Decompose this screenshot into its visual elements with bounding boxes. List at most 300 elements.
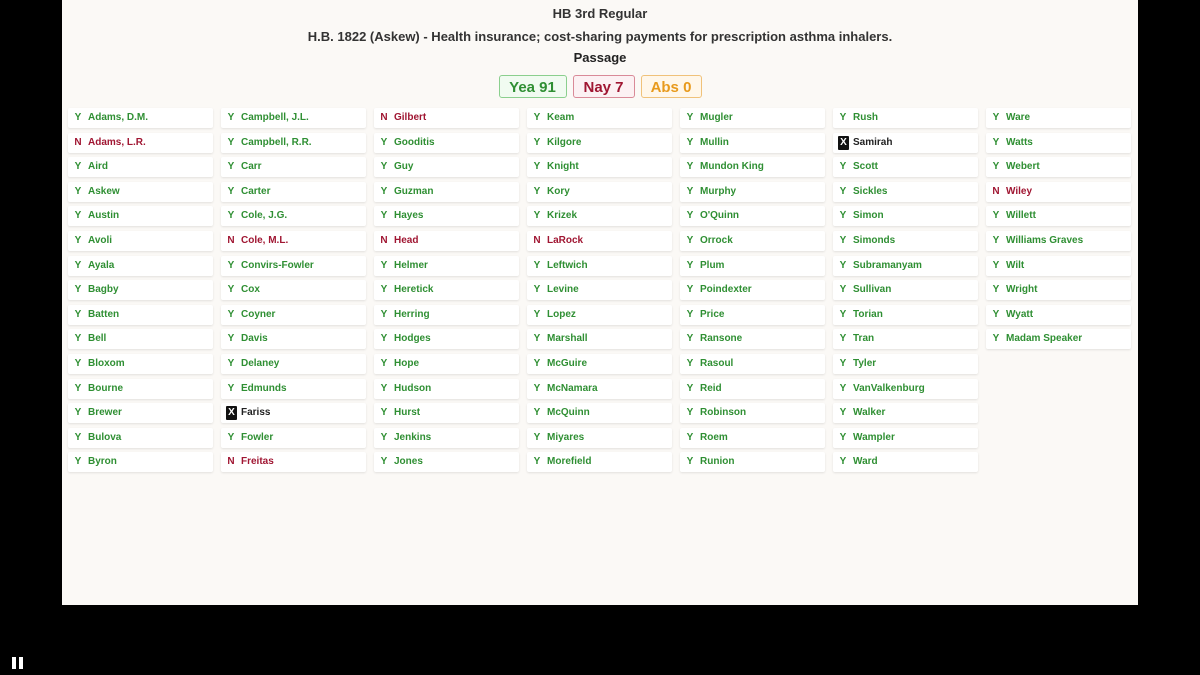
member-vote-row	[68, 329, 213, 349]
vote-mark: Y	[74, 210, 82, 222]
vote-mark: Y	[839, 382, 847, 394]
vote-mark: Y	[839, 431, 847, 443]
member-vote-row	[986, 182, 1131, 202]
member-vote-row	[527, 305, 672, 325]
member-vote-row	[68, 280, 213, 300]
member-vote-row	[833, 280, 978, 300]
member-name: Runion	[700, 456, 735, 468]
member-vote-row	[833, 157, 978, 177]
member-name: Price	[700, 308, 725, 320]
member-vote-row	[221, 354, 366, 374]
member-name: Madam Speaker	[1006, 333, 1083, 345]
vote-mark: Y	[380, 185, 388, 197]
abs-tally: Abs 0	[641, 75, 702, 98]
vote-mark: Y	[380, 407, 388, 419]
member-name: Cole, M.L.	[241, 235, 289, 246]
member-name: Bulova	[88, 431, 122, 443]
member-name: Simonds	[853, 235, 896, 246]
member-vote-row	[986, 329, 1131, 349]
member-vote-row	[680, 428, 825, 448]
member-vote-row	[527, 182, 672, 202]
member-vote-row	[221, 280, 366, 300]
member-name: Batten	[88, 308, 120, 320]
member-vote-row	[527, 206, 672, 226]
member-vote-row	[833, 133, 978, 153]
member-vote-row	[986, 256, 1131, 276]
vote-mark: Y	[380, 382, 388, 394]
member-vote-row	[68, 428, 213, 448]
member-name: O'Quinn	[700, 210, 740, 222]
vote-mark: N	[227, 235, 235, 246]
vote-mark: Y	[839, 112, 847, 123]
vote-mark: Y	[686, 112, 694, 123]
vote-mark: Y	[839, 407, 847, 419]
member-vote-row	[680, 354, 825, 374]
vote-mark: Y	[74, 308, 82, 320]
member-vote-row	[221, 157, 366, 177]
vote-mark: N	[992, 185, 1000, 197]
member-name: Tyler	[853, 358, 877, 369]
vote-mark: Y	[533, 431, 541, 443]
member-vote-row	[833, 329, 978, 349]
member-name: VanValkenburg	[853, 382, 925, 394]
member-name: Leftwich	[547, 259, 588, 271]
member-vote-row	[221, 329, 366, 349]
member-name: Fariss	[241, 407, 271, 419]
member-vote-row	[374, 379, 519, 399]
member-name: Sullivan	[853, 284, 892, 296]
member-vote-row	[374, 157, 519, 177]
member-name: Avoli	[88, 235, 113, 246]
member-vote-row	[221, 452, 366, 472]
member-name: Aird	[88, 161, 108, 173]
member-vote-row	[986, 108, 1131, 128]
member-name: Guzman	[394, 185, 434, 197]
member-name: Helmer	[394, 259, 428, 271]
member-vote-row	[68, 157, 213, 177]
member-vote-row	[833, 182, 978, 202]
member-vote-row	[833, 428, 978, 448]
member-name: Freitas	[241, 456, 274, 468]
vote-mark: Y	[380, 210, 388, 222]
vote-mark: Y	[74, 235, 82, 246]
vote-mark: Y	[686, 358, 694, 369]
member-name: Rasoul	[700, 358, 734, 369]
member-vote-row	[68, 403, 213, 423]
member-name: Kilgore	[547, 136, 582, 148]
member-name: Subramanyam	[853, 259, 922, 271]
member-name: Askew	[88, 185, 120, 197]
vote-mark: Y	[839, 284, 847, 296]
vote-mark: Y	[686, 431, 694, 443]
member-name: Plum	[700, 259, 725, 271]
member-vote-row	[833, 305, 978, 325]
vote-mark: Y	[992, 112, 1000, 123]
session-title: HB 3rd Regular	[552, 6, 648, 21]
member-name: Bourne	[88, 382, 123, 394]
member-vote-row	[68, 108, 213, 128]
member-vote-row	[68, 256, 213, 276]
member-name: Hudson	[394, 382, 432, 394]
member-vote-row	[527, 157, 672, 177]
member-vote-row	[221, 133, 366, 153]
member-name: Ware	[1006, 112, 1031, 123]
member-vote-row	[374, 403, 519, 423]
member-name: McGuire	[547, 358, 588, 369]
vote-mark: Y	[380, 284, 388, 296]
member-name: Wyatt	[1006, 308, 1034, 320]
vote-mark: Y	[686, 235, 694, 246]
member-vote-row	[680, 280, 825, 300]
member-vote-row	[527, 403, 672, 423]
pause-icon[interactable]	[12, 657, 24, 669]
member-name: Carr	[241, 161, 262, 173]
member-vote-row	[680, 206, 825, 226]
vote-mark: X	[838, 136, 849, 150]
member-name: Hurst	[394, 407, 421, 419]
member-name: McQuinn	[547, 407, 590, 419]
vote-mark: Y	[227, 161, 235, 173]
member-name: Simon	[853, 210, 884, 222]
member-name: Hodges	[394, 333, 431, 345]
member-name: Cox	[241, 284, 260, 296]
vote-mark: Y	[686, 185, 694, 197]
member-vote-row	[527, 428, 672, 448]
member-name: Edmunds	[241, 382, 287, 394]
vote-mark: Y	[839, 185, 847, 197]
vote-mark: Y	[839, 456, 847, 468]
member-vote-row	[833, 403, 978, 423]
vote-mark: Y	[74, 161, 82, 173]
member-name: Coyner	[241, 308, 276, 320]
member-name: Campbell, R.R.	[241, 136, 312, 148]
vote-mark: Y	[227, 431, 235, 443]
vote-mark: Y	[686, 407, 694, 419]
member-vote-row	[527, 108, 672, 128]
vote-mark: Y	[533, 185, 541, 197]
vote-mark: Y	[380, 431, 388, 443]
member-name: Walker	[853, 407, 886, 419]
vote-mark: Y	[992, 308, 1000, 320]
member-vote-row	[68, 305, 213, 325]
member-vote-row	[374, 354, 519, 374]
vote-mark: Y	[686, 259, 694, 271]
nay-tally: Nay 7	[573, 75, 635, 98]
member-vote-row	[374, 206, 519, 226]
member-vote-row	[374, 329, 519, 349]
vote-mark: Y	[533, 259, 541, 271]
vote-mark: Y	[227, 358, 235, 369]
vote-board-screen	[62, 0, 1138, 605]
member-name: Marshall	[547, 333, 588, 345]
member-name: Gooditis	[394, 136, 435, 148]
member-vote-row	[374, 231, 519, 251]
member-name: Rush	[853, 112, 878, 123]
member-vote-row	[680, 157, 825, 177]
member-name: Cole, J.G.	[241, 210, 288, 222]
member-vote-row	[986, 231, 1131, 251]
vote-mark: Y	[992, 235, 1000, 246]
member-vote-row	[68, 206, 213, 226]
vote-mark: Y	[74, 407, 82, 419]
member-vote-row	[986, 305, 1131, 325]
member-name: Sickles	[853, 185, 888, 197]
member-vote-row	[833, 379, 978, 399]
member-vote-row	[68, 452, 213, 472]
member-name: Poindexter	[700, 284, 752, 296]
member-vote-row	[68, 231, 213, 251]
member-name: Roem	[700, 431, 728, 443]
member-name: Campbell, J.L.	[241, 112, 309, 123]
member-name: Krizek	[547, 210, 578, 222]
member-name: Wilt	[1006, 259, 1025, 271]
member-vote-row	[374, 256, 519, 276]
member-vote-row	[680, 108, 825, 128]
bill-title: H.B. 1822 (Askew) - Health insurance; cost-sharing payments for prescription asthma inhalers.	[307, 29, 893, 44]
member-name: Mugler	[700, 112, 733, 123]
member-vote-row	[680, 256, 825, 276]
vote-mark: Y	[839, 210, 847, 222]
member-name: Fowler	[241, 431, 274, 443]
member-vote-row	[221, 206, 366, 226]
member-vote-row	[527, 256, 672, 276]
member-name: Gilbert	[394, 112, 427, 123]
vote-mark: Y	[74, 259, 82, 271]
member-name: Jenkins	[394, 431, 432, 443]
member-name: Hope	[394, 358, 419, 369]
vote-mark: Y	[380, 161, 388, 173]
vote-mark: Y	[380, 136, 388, 148]
member-name: Mundon King	[700, 161, 764, 173]
member-name: Hayes	[394, 210, 424, 222]
member-vote-row	[68, 182, 213, 202]
member-name: Jones	[394, 456, 423, 468]
member-vote-row	[680, 329, 825, 349]
member-name: McNamara	[547, 382, 598, 394]
vote-mark: Y	[74, 112, 82, 123]
vote-mark: Y	[533, 333, 541, 345]
vote-mark: Y	[686, 284, 694, 296]
vote-mark: Y	[533, 210, 541, 222]
member-name: Guy	[394, 161, 414, 173]
member-vote-row	[221, 403, 366, 423]
member-name: Reid	[700, 382, 722, 394]
vote-mark: Y	[380, 259, 388, 271]
vote-mark: Y	[533, 112, 541, 123]
vote-mark: Y	[686, 456, 694, 468]
member-vote-row	[833, 206, 978, 226]
vote-mark: N	[533, 235, 541, 246]
member-vote-row	[374, 452, 519, 472]
member-name: Adams, D.M.	[88, 112, 149, 123]
member-vote-row	[221, 428, 366, 448]
vote-mark: Y	[227, 210, 235, 222]
vote-mark: Y	[839, 161, 847, 173]
member-vote-row	[833, 231, 978, 251]
vote-mark: N	[227, 456, 235, 468]
vote-mark: Y	[533, 284, 541, 296]
vote-mark: Y	[992, 161, 1000, 173]
vote-mark: Y	[380, 456, 388, 468]
vote-mark: Y	[686, 136, 694, 148]
vote-mark: Y	[533, 136, 541, 148]
member-name: Wampler	[853, 431, 895, 443]
member-vote-row	[221, 256, 366, 276]
member-vote-row	[374, 133, 519, 153]
vote-mark: Y	[839, 333, 847, 345]
vote-mark: Y	[533, 161, 541, 173]
member-vote-row	[221, 182, 366, 202]
vote-mark: Y	[839, 259, 847, 271]
member-name: Delaney	[241, 358, 280, 369]
member-vote-row	[68, 354, 213, 374]
vote-mark: Y	[839, 358, 847, 369]
member-name: Byron	[88, 456, 117, 468]
vote-mark: Y	[992, 136, 1000, 148]
member-name: Watts	[1006, 136, 1033, 148]
member-vote-row	[527, 280, 672, 300]
vote-mark: Y	[992, 210, 1000, 222]
member-vote-row	[68, 133, 213, 153]
member-name: Keam	[547, 112, 575, 123]
vote-type: Passage	[573, 50, 627, 65]
vote-mark: Y	[686, 333, 694, 345]
member-vote-row	[680, 305, 825, 325]
member-vote-row	[833, 256, 978, 276]
member-name: Bagby	[88, 284, 119, 296]
vote-mark: Y	[533, 382, 541, 394]
yea-tally: Yea 91	[499, 75, 567, 98]
member-vote-row	[374, 305, 519, 325]
member-vote-row	[374, 182, 519, 202]
member-name: Herring	[394, 308, 430, 320]
member-vote-row	[221, 305, 366, 325]
member-vote-row	[374, 428, 519, 448]
member-vote-row	[374, 280, 519, 300]
vote-mark: Y	[380, 333, 388, 345]
vote-mark: Y	[686, 308, 694, 320]
member-vote-row	[527, 231, 672, 251]
member-name: Adams, L.R.	[88, 136, 146, 148]
vote-mark: Y	[227, 284, 235, 296]
member-vote-row	[221, 108, 366, 128]
vote-mark: Y	[74, 431, 82, 443]
member-name: Head	[394, 235, 419, 246]
member-name: Kory	[547, 185, 570, 197]
member-name: Samirah	[853, 136, 893, 148]
vote-mark: Y	[992, 259, 1000, 271]
vote-mark: Y	[74, 333, 82, 345]
member-vote-row	[986, 157, 1131, 177]
member-vote-row	[833, 108, 978, 128]
member-vote-row	[374, 108, 519, 128]
vote-mark: Y	[992, 284, 1000, 296]
member-name: Torian	[853, 308, 883, 320]
member-vote-row	[68, 379, 213, 399]
member-vote-row	[833, 354, 978, 374]
vote-mark: Y	[74, 185, 82, 197]
member-name: Ransone	[700, 333, 743, 345]
member-name: Davis	[241, 333, 268, 345]
member-vote-row	[221, 379, 366, 399]
member-vote-row	[527, 452, 672, 472]
member-name: Morefield	[547, 456, 592, 468]
vote-tallies	[62, 75, 1138, 98]
vote-mark: Y	[227, 308, 235, 320]
member-name: Knight	[547, 161, 579, 173]
member-name: Scott	[853, 161, 878, 173]
member-name: Bell	[88, 333, 107, 345]
member-name: Ayala	[88, 259, 115, 271]
member-name: Lopez	[547, 308, 576, 320]
member-name: LaRock	[547, 235, 584, 246]
member-name: Heretick	[394, 284, 434, 296]
vote-mark: Y	[839, 235, 847, 246]
member-name: Murphy	[700, 185, 737, 197]
vote-mark: Y	[686, 210, 694, 222]
member-name: Austin	[88, 210, 120, 222]
member-vote-row	[680, 403, 825, 423]
vote-mark: Y	[74, 456, 82, 468]
member-name: Miyares	[547, 431, 585, 443]
vote-mark: Y	[227, 185, 235, 197]
member-name: Orrock	[700, 235, 733, 246]
vote-mark: Y	[74, 382, 82, 394]
member-vote-row	[680, 182, 825, 202]
vote-mark: Y	[227, 136, 235, 148]
vote-mark: Y	[533, 308, 541, 320]
member-name: Levine	[547, 284, 579, 296]
member-name: Wright	[1006, 284, 1038, 296]
vote-mark: Y	[380, 358, 388, 369]
member-name: Willett	[1006, 210, 1036, 222]
vote-mark: Y	[992, 333, 1000, 345]
member-vote-row	[986, 206, 1131, 226]
member-name: Convirs-Fowler	[241, 259, 314, 271]
member-vote-row	[527, 354, 672, 374]
member-vote-row	[986, 280, 1131, 300]
member-vote-row	[833, 452, 978, 472]
vote-mark: Y	[227, 112, 235, 123]
member-name: Bloxom	[88, 358, 125, 369]
member-vote-row	[986, 133, 1131, 153]
vote-mark: Y	[686, 161, 694, 173]
vote-mark: Y	[227, 382, 235, 394]
member-vote-row	[527, 133, 672, 153]
vote-mark: Y	[533, 407, 541, 419]
member-name: Mullin	[700, 136, 729, 148]
member-vote-row	[680, 133, 825, 153]
vote-mark: Y	[74, 358, 82, 369]
vote-mark: N	[74, 136, 82, 148]
member-name: Wiley	[1006, 185, 1033, 197]
vote-mark: Y	[686, 382, 694, 394]
vote-mark: N	[380, 235, 388, 246]
member-name: Williams Graves	[1006, 235, 1084, 246]
member-vote-row	[527, 379, 672, 399]
member-name: Brewer	[88, 407, 122, 419]
member-vote-row	[221, 231, 366, 251]
vote-mark: X	[226, 406, 237, 420]
member-name: Ward	[853, 456, 878, 468]
member-vote-row	[680, 231, 825, 251]
member-name: Robinson	[700, 407, 747, 419]
vote-mark: Y	[533, 358, 541, 369]
member-vote-row	[680, 452, 825, 472]
member-vote-row	[680, 379, 825, 399]
member-name: Tran	[853, 333, 875, 345]
vote-mark: Y	[380, 308, 388, 320]
